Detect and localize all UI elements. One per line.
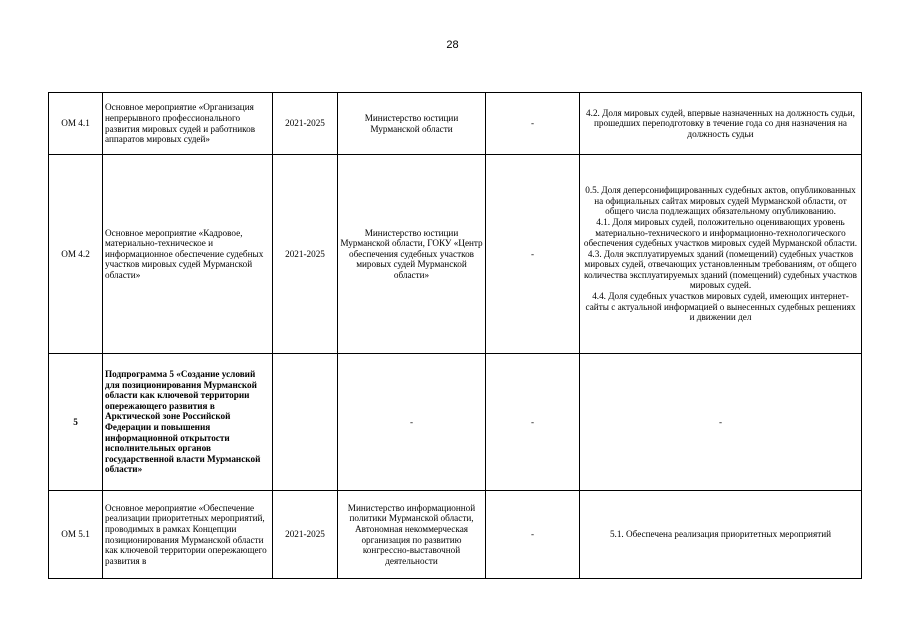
row-code: ОМ 4.1 [49, 93, 103, 155]
row-executor: - [338, 354, 486, 491]
table-row [49, 354, 862, 491]
table-row [49, 491, 862, 579]
row-indicators [580, 354, 862, 491]
row-indicators [580, 155, 862, 354]
row-period: 2021-2025 [273, 491, 338, 579]
row-mark: - [486, 155, 580, 354]
row-name: Подпрограмма 5 «Создание условий для позиционирования Мурманской области как ключевой территории опережающего развития в Арктической зоне Российской Федерации и повышения информационной открытости исполнительных органов государственной власти Мурманской области» [103, 354, 273, 491]
page-number: 28 [446, 39, 459, 51]
table-row [49, 155, 862, 354]
indicator-text: 4.1. Доля мировых судей, положительно оценивающих уровень материально-технического и информационно-технологического обеспечения судебных участков мировых судей Мурманской области. [583, 216, 858, 249]
row-mark: - [486, 354, 580, 491]
row-name: Основное мероприятие «Организация непрерывного профессионального развития мировых судей и работников аппаратов мировых судей» [103, 93, 273, 155]
row-executor: Министерство юстиции Мурманской области [338, 93, 486, 155]
row-mark: - [486, 93, 580, 155]
row-period [273, 354, 338, 491]
row-indicators [580, 491, 862, 579]
indicator-text: 5.1. Обеспечена реализация приоритетных мероприятий [609, 529, 832, 540]
row-code: 5 [49, 354, 103, 491]
table-row [49, 93, 862, 155]
row-executor: Министерство юстиции Мурманской области, ГОКУ «Центр обеспечения судебных участков мировых судей Мурманской области» [338, 155, 486, 354]
row-name: Основное мероприятие «Кадровое, материально-техническое и информационное обеспечение судебных участков мировых судей Мурманской области» [103, 155, 273, 354]
row-period: 2021-2025 [273, 155, 338, 354]
row-indicators [580, 93, 862, 155]
row-executor: Министерство информационной политики Мурманской области, Автономная некоммерческая организация по развитию конгрессно-выставочной деятельности [338, 491, 486, 579]
row-period: 2021-2025 [273, 93, 338, 155]
row-code: ОМ 5.1 [49, 491, 103, 579]
measures-table [48, 92, 862, 579]
indicator-text: 4.2. Доля мировых судей, впервые назначенных на должность судьи, прошедших переподготовку в течение года со дня назначения на должность судьи [586, 107, 855, 139]
row-mark: - [486, 491, 580, 579]
row-name: Основное мероприятие «Обеспечение реализации приоритетных мероприятий, проводимых в рамках Концепции позиционирования Мурманской области как ключевой территории опережающего развития в [103, 491, 273, 579]
indicator-text: 4.4. Доля судебных участков мировых судей, имеющих интернет-сайты с актуальной информацией о вынесенных судебных решениях и движении дел [585, 291, 856, 323]
row-code: ОМ 4.2 [49, 155, 103, 354]
indicator-text: 0.5. Доля деперсонифицированных судебных актов, опубликованных на официальных сайтах мировых судей Мурманской области, от общего числа подлежащих обязательному опубликованию. [585, 185, 856, 217]
indicator-text: - [718, 416, 723, 427]
indicator-text: 4.3. Доля эксплуатируемых зданий (помещений) судебных участков мировых судей, отвечающих установленным требованиям, от общего количества эксплуатируемых зданий (помещений) судебных участков мировых судей. [584, 248, 857, 291]
